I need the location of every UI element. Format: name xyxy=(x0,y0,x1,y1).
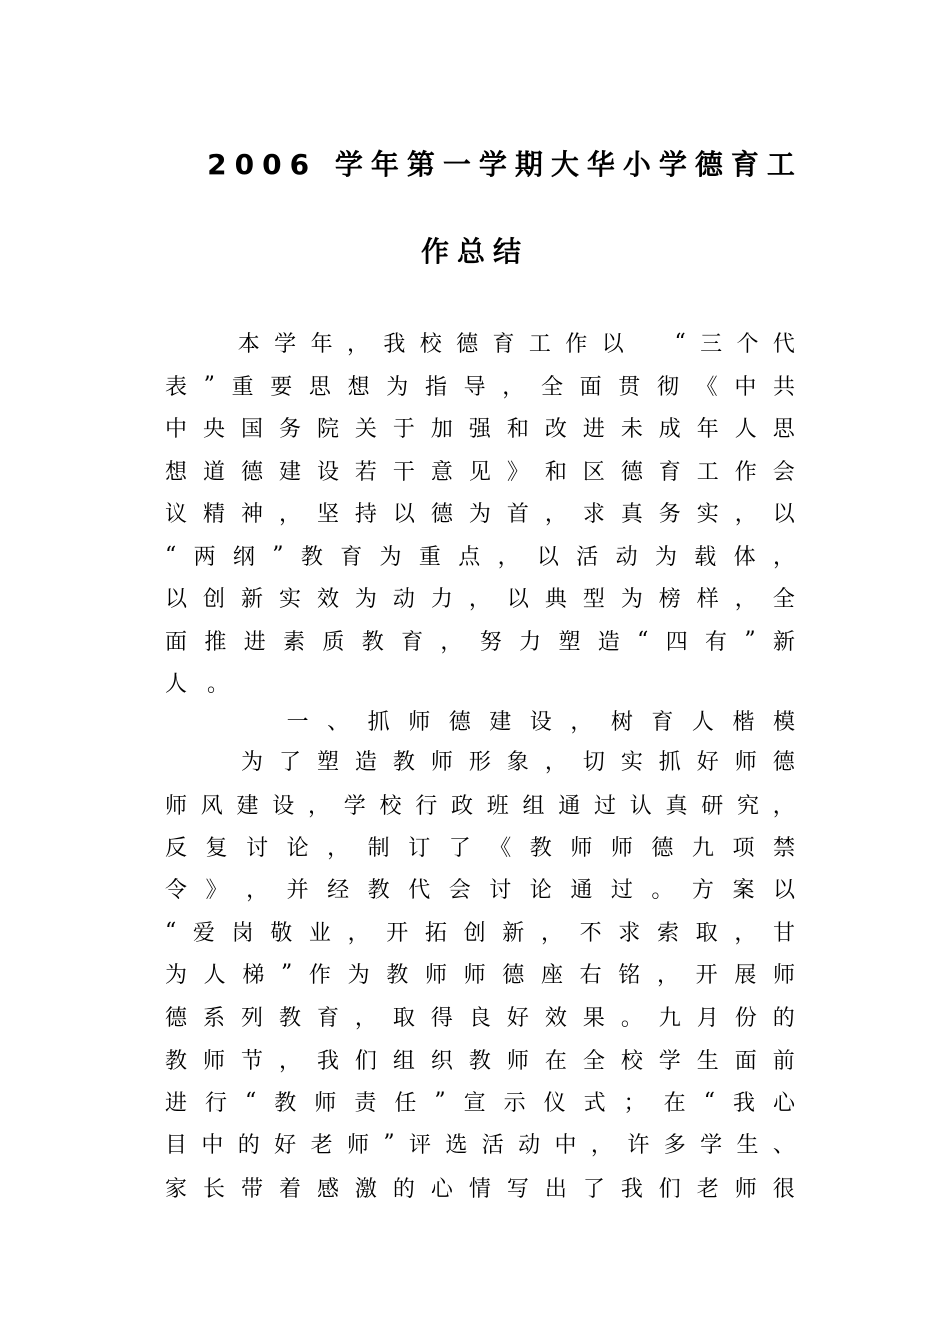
body-line: 家 长 带 着 感 激 的 心 情 写 出 了 我 们 老 师 很 xyxy=(165,1176,795,1202)
body-line: 为 了 塑 造 教 师 形 象 ， 切 实 抓 好 师 德 xyxy=(240,749,795,775)
body-line: 人 。 xyxy=(165,671,230,697)
document-title-line-2: 作总结 xyxy=(420,235,529,268)
body-line: 一 、 抓 师 德 建 设 ， 树 育 人 楷 模 xyxy=(286,709,795,735)
body-line: 德 系 列 教 育 ， 取 得 良 好 效 果 。 九 月 份 的 xyxy=(165,1005,795,1031)
body-line: 想 道 德 建 设 若 干 意 见 》 和 区 德 育 工 作 会 xyxy=(165,459,795,485)
body-line: 为 人 梯 ” 作 为 教 师 师 德 座 右 铭 ， 开 展 师 xyxy=(165,960,795,988)
body-line: 议 精 神 ， 坚 持 以 德 为 首 ， 求 真 务 实 ， 以 xyxy=(165,501,795,527)
document-title-line-1: 2006 学年第一学期大华小学德育工 xyxy=(207,148,803,181)
body-line: 令 》 ， 并 经 教 代 会 讨 论 通 过 。 方 案 以 xyxy=(165,877,795,903)
body-line: 面 推 进 素 质 教 育 ， 努 力 塑 造 “ 四 有 ” 新 xyxy=(165,627,795,655)
body-line: 目 中 的 好 老 师 ” 评 选 活 动 中 ， 许 多 学 生 、 xyxy=(165,1130,795,1158)
body-line: 反 复 讨 论 ， 制 订 了 《 教 师 师 德 九 项 禁 xyxy=(165,835,795,861)
body-line: 中 央 国 务 院 关 于 加 强 和 改 进 未 成 年 人 思 xyxy=(165,416,795,442)
body-line: 以 创 新 实 效 为 动 力 ， 以 典 型 为 榜 样 ， 全 xyxy=(165,586,795,612)
body-line: “ 两 纲 ” 教 育 为 重 点 ， 以 活 动 为 载 体 ， xyxy=(165,542,795,570)
body-line: 教 师 节 ， 我 们 组 织 教 师 在 全 校 学 生 面 前 xyxy=(165,1048,795,1074)
body-line: 进 行 “ 教 师 责 任 ” 宣 示 仪 式 ； 在 “ 我 心 xyxy=(165,1088,795,1116)
body-line: “ 爱 岗 敬 业 ， 开 拓 创 新 ， 不 求 索 取 ， 甘 xyxy=(165,918,795,946)
body-line: 本 学 年 ， 我 校 德 育 工 作 以 “ 三 个 代 xyxy=(237,329,795,357)
body-line: 表 ” 重 要 思 想 为 指 导 ， 全 面 贯 彻 《 中 共 xyxy=(165,372,795,400)
body-line: 师 风 建 设 ， 学 校 行 政 班 组 通 过 认 真 研 究 ， xyxy=(165,793,795,819)
